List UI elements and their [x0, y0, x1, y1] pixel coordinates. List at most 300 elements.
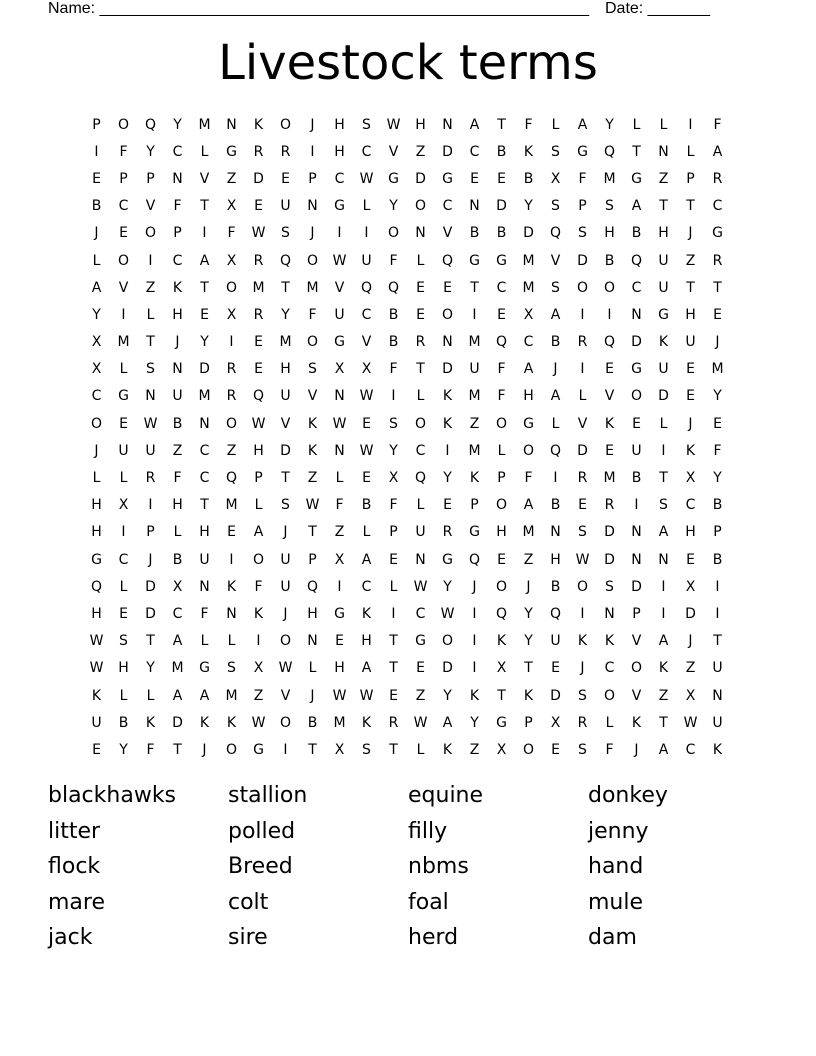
grid-letter: Z	[334, 524, 345, 541]
grid-letter: X	[685, 470, 696, 487]
grid-letter: A	[577, 116, 588, 133]
grid-letter: N	[172, 170, 183, 187]
grid-letter: M	[333, 714, 346, 731]
grid-letter: T	[524, 660, 533, 677]
grid-letter: H	[91, 524, 102, 541]
grid-letter: E	[605, 442, 614, 459]
grid-letter: K	[307, 442, 318, 459]
word-list-item: colt	[228, 889, 269, 915]
grid-letter: I	[472, 605, 477, 622]
grid-letter: N	[415, 225, 426, 242]
grid-letter: O	[441, 306, 454, 323]
grid-letter: A	[442, 714, 453, 731]
grid-letter: U	[469, 361, 480, 378]
grid-letter: P	[713, 524, 722, 541]
grid-letter: D	[631, 578, 642, 595]
grid-letter: K	[253, 116, 264, 133]
grid-letter: B	[496, 225, 507, 242]
grid-letter: J	[175, 334, 180, 351]
grid-letter: A	[658, 741, 669, 758]
grid-letter: G	[334, 198, 345, 215]
grid-letter: H	[334, 143, 345, 160]
grid-letter: G	[226, 143, 237, 160]
grid-letter: K	[199, 714, 210, 731]
grid-letter: S	[605, 198, 614, 215]
grid-letter: U	[550, 633, 561, 650]
grid-letter: O	[414, 415, 427, 432]
grid-letter: W	[359, 170, 374, 187]
grid-letter: H	[334, 116, 345, 133]
grid-letter: O	[630, 388, 643, 405]
grid-letter: M	[117, 334, 130, 351]
grid-letter: A	[253, 524, 264, 541]
grid-letter: W	[413, 578, 428, 595]
grid-letter: D	[199, 361, 210, 378]
grid-letter: U	[712, 714, 723, 731]
word-list-item: dam	[588, 925, 637, 951]
grid-letter: U	[118, 442, 129, 459]
grid-letter: H	[496, 524, 507, 541]
grid-letter: G	[658, 306, 669, 323]
grid-letter: H	[253, 442, 264, 459]
grid-letter: O	[495, 415, 508, 432]
grid-letter: V	[199, 170, 210, 187]
grid-letter: B	[118, 714, 129, 731]
grid-letter: X	[523, 306, 534, 323]
grid-letter: K	[469, 470, 480, 487]
grid-letter: E	[119, 415, 128, 432]
grid-letter: I	[229, 334, 234, 351]
grid-letter: Q	[306, 578, 319, 595]
grid-letter: M	[252, 279, 265, 296]
grid-letter: H	[334, 660, 345, 677]
grid-letter: K	[226, 578, 237, 595]
grid-letter: E	[551, 741, 560, 758]
grid-letter: L	[389, 578, 398, 595]
grid-letter: J	[283, 524, 288, 541]
grid-letter: E	[497, 306, 506, 323]
grid-letter: D	[442, 660, 453, 677]
grid-row	[83, 682, 731, 709]
grid-letter: O	[279, 116, 292, 133]
grid-letter: Y	[389, 198, 398, 215]
grid-letter: E	[254, 334, 263, 351]
grid-row	[83, 247, 731, 274]
grid-letter: J	[310, 687, 315, 704]
grid-letter: B	[712, 497, 723, 514]
grid-letter: D	[172, 714, 183, 731]
grid-letter: A	[631, 198, 642, 215]
page-title: Livestock terms	[218, 35, 598, 91]
grid-letter: L	[200, 143, 209, 160]
grid-letter: L	[686, 143, 695, 160]
grid-letter: C	[469, 143, 480, 160]
grid-letter: R	[712, 170, 723, 187]
grid-row	[83, 410, 731, 437]
grid-letter: H	[307, 605, 318, 622]
grid-letter: N	[199, 415, 210, 432]
grid-letter: G	[442, 170, 453, 187]
grid-letter: D	[577, 252, 588, 269]
grid-letter: G	[334, 334, 345, 351]
grid-letter: L	[551, 415, 560, 432]
grid-letter: L	[92, 470, 101, 487]
word-bank	[48, 778, 768, 956]
grid-letter: B	[388, 306, 399, 323]
grid-letter: A	[658, 633, 669, 650]
grid-letter: E	[362, 470, 371, 487]
grid-letter: J	[202, 741, 207, 758]
grid-letter: G	[388, 170, 399, 187]
grid-letter: K	[604, 415, 615, 432]
grid-letter: O	[306, 334, 319, 351]
grid-letter: D	[550, 687, 561, 704]
grid-letter: I	[472, 306, 477, 323]
grid-letter: L	[146, 306, 155, 323]
grid-letter: V	[118, 279, 129, 296]
grid-row	[83, 193, 731, 220]
grid-letter: W	[332, 252, 347, 269]
grid-letter: V	[280, 415, 291, 432]
grid-letter: P	[146, 524, 155, 541]
grid-letter: P	[254, 470, 263, 487]
grid-letter: N	[307, 633, 318, 650]
grid-letter: U	[685, 334, 696, 351]
grid-letter: R	[145, 470, 156, 487]
grid-letter: C	[523, 334, 534, 351]
grid-letter: X	[496, 741, 507, 758]
grid-letter: C	[496, 279, 507, 296]
grid-letter: C	[91, 388, 102, 405]
grid-letter: I	[661, 578, 666, 595]
grid-letter: S	[362, 116, 371, 133]
grid-letter: L	[200, 633, 209, 650]
grid-letter: Y	[200, 334, 209, 351]
grid-letter: F	[524, 470, 533, 487]
grid-row	[83, 573, 731, 600]
grid-letter: U	[658, 252, 669, 269]
grid-letter: C	[118, 551, 129, 568]
date-field-label: Date: _______	[604, 0, 710, 17]
grid-letter: O	[225, 279, 238, 296]
grid-letter: I	[283, 741, 288, 758]
grid-letter: A	[91, 279, 102, 296]
grid-letter: P	[92, 116, 101, 133]
grid-letter: P	[632, 605, 641, 622]
grid-letter: Q	[360, 279, 373, 296]
grid-letter: W	[89, 660, 104, 677]
grid-letter: W	[386, 116, 401, 133]
grid-letter: W	[332, 687, 347, 704]
grid-letter: E	[92, 741, 101, 758]
grid-row	[83, 655, 731, 682]
grid-letter: X	[388, 470, 399, 487]
grid-letter: C	[334, 170, 345, 187]
grid-row	[83, 709, 731, 736]
grid-letter: H	[361, 633, 372, 650]
grid-letter: V	[280, 687, 291, 704]
grid-letter: H	[658, 225, 669, 242]
grid-letter: P	[578, 198, 587, 215]
grid-letter: I	[445, 442, 450, 459]
grid-letter: H	[685, 524, 696, 541]
grid-letter: I	[148, 252, 153, 269]
grid-letter: N	[145, 388, 156, 405]
grid-letter: V	[361, 334, 372, 351]
grid-letter: Z	[172, 442, 183, 459]
grid-letter: I	[310, 143, 315, 160]
grid-letter: N	[415, 551, 426, 568]
grid-row	[83, 736, 731, 763]
grid-letter: G	[523, 415, 534, 432]
grid-letter: B	[523, 170, 534, 187]
grid-letter: E	[686, 361, 695, 378]
grid-letter: J	[688, 415, 693, 432]
grid-letter: L	[362, 198, 371, 215]
grid-letter: A	[712, 143, 723, 160]
grid-letter: O	[225, 741, 238, 758]
grid-row	[83, 220, 731, 247]
grid-letter: O	[279, 714, 292, 731]
grid-letter: M	[468, 334, 481, 351]
grid-letter: T	[200, 198, 209, 215]
grid-letter: T	[416, 361, 425, 378]
grid-letter: R	[415, 334, 426, 351]
grid-letter: T	[389, 633, 398, 650]
grid-letter: R	[280, 143, 291, 160]
grid-letter: L	[578, 388, 587, 405]
grid-letter: W	[143, 415, 158, 432]
grid-letter: K	[442, 415, 453, 432]
grid-letter: E	[200, 306, 209, 323]
word-list-item: blackhawks	[48, 783, 177, 808]
grid-row	[83, 437, 731, 464]
grid-letter: H	[523, 388, 534, 405]
grid-letter: E	[632, 415, 641, 432]
grid-letter: K	[658, 660, 669, 677]
grid-letter: G	[91, 551, 102, 568]
grid-letter: Q	[549, 605, 562, 622]
grid-letter: W	[332, 415, 347, 432]
grid-letter: E	[119, 605, 128, 622]
grid-letter: R	[604, 497, 615, 514]
grid-letter: K	[145, 714, 156, 731]
grid-letter: F	[713, 116, 722, 133]
grid-letter: I	[337, 225, 342, 242]
grid-letter: L	[173, 524, 182, 541]
grid-letter: K	[172, 279, 183, 296]
grid-letter: Q	[90, 578, 103, 595]
grid-letter: T	[308, 741, 317, 758]
grid-letter: U	[334, 306, 345, 323]
grid-letter: U	[145, 442, 156, 459]
grid-letter: I	[229, 551, 234, 568]
grid-letter: G	[496, 714, 507, 731]
grid-letter: O	[495, 578, 508, 595]
grid-letter: H	[280, 361, 291, 378]
grid-letter: T	[281, 470, 290, 487]
grid-letter: I	[553, 470, 558, 487]
grid-letter: F	[713, 442, 722, 459]
grid-letter: S	[578, 687, 587, 704]
grid-letter: A	[361, 660, 372, 677]
grid-letter: L	[659, 116, 668, 133]
grid-letter: C	[172, 143, 183, 160]
grid-letter: I	[364, 225, 369, 242]
grid-letter: R	[253, 252, 264, 269]
header	[48, 0, 710, 19]
grid-letter: V	[145, 198, 156, 215]
grid-letter: M	[603, 470, 616, 487]
grid-letter: R	[253, 306, 264, 323]
word-list-item: herd	[408, 925, 459, 951]
grid-letter: C	[631, 279, 642, 296]
grid-letter: V	[631, 687, 642, 704]
grid-letter: D	[685, 605, 696, 622]
grid-letter: L	[416, 497, 425, 514]
grid-letter: I	[580, 605, 585, 622]
word-list-item: filly	[408, 818, 448, 844]
grid-letter: E	[416, 279, 425, 296]
grid-letter: J	[283, 605, 288, 622]
grid-letter: Q	[279, 252, 292, 269]
grid-letter: P	[308, 551, 317, 568]
name-field-label: Name: _______________________________________________________	[48, 0, 589, 17]
grid-letter: O	[279, 633, 292, 650]
grid-letter: D	[604, 551, 615, 568]
grid-letter: Y	[119, 741, 128, 758]
grid-letter: D	[145, 605, 156, 622]
grid-letter: K	[442, 741, 453, 758]
grid-letter: J	[580, 660, 585, 677]
grid-letter: I	[661, 442, 666, 459]
grid-letter: Z	[145, 279, 156, 296]
word-list-item: Breed	[228, 854, 293, 880]
grid-letter: O	[387, 225, 400, 242]
grid-letter: O	[90, 415, 103, 432]
grid-letter: W	[359, 388, 374, 405]
grid-letter: F	[578, 170, 587, 187]
grid-letter: T	[659, 714, 668, 731]
grid-letter: A	[550, 388, 561, 405]
grid-letter: U	[712, 660, 723, 677]
grid-letter: Z	[307, 470, 318, 487]
grid-letter: N	[712, 687, 723, 704]
grid-letter: Z	[226, 170, 237, 187]
grid-letter: O	[522, 442, 535, 459]
grid-letter: F	[605, 741, 614, 758]
grid-letter: G	[469, 252, 480, 269]
grid-letter: U	[658, 361, 669, 378]
grid-letter: C	[172, 252, 183, 269]
grid-letter: G	[577, 143, 588, 160]
grid-letter: G	[118, 388, 129, 405]
grid-letter: N	[334, 442, 345, 459]
grid-letter: X	[226, 252, 237, 269]
grid-letter: G	[496, 252, 507, 269]
grid-row	[83, 600, 731, 627]
grid-letter: M	[225, 687, 238, 704]
grid-letter: F	[146, 741, 155, 758]
grid-row	[83, 356, 731, 383]
grid-letter: U	[280, 578, 291, 595]
grid-letter: J	[688, 225, 693, 242]
grid-letter: Y	[524, 633, 533, 650]
grid-letter: S	[119, 633, 128, 650]
grid-letter: E	[551, 660, 560, 677]
grid-letter: A	[523, 361, 534, 378]
grid-letter: G	[415, 633, 426, 650]
grid-letter: D	[577, 442, 588, 459]
grid-letter: Y	[173, 116, 182, 133]
grid-letter: T	[173, 741, 182, 758]
grid-letter: W	[251, 714, 266, 731]
grid-letter: L	[119, 687, 128, 704]
grid-letter: J	[310, 116, 315, 133]
grid-letter: L	[659, 415, 668, 432]
word-list-item: hand	[588, 854, 644, 880]
grid-letter: T	[632, 143, 641, 160]
grid-letter: H	[172, 497, 183, 514]
grid-letter: L	[497, 442, 506, 459]
grid-letter: Y	[713, 388, 722, 405]
grid-letter: W	[575, 551, 590, 568]
grid-letter: B	[172, 415, 183, 432]
grid-row	[83, 464, 731, 491]
grid-letter: M	[603, 170, 616, 187]
grid-letter: Q	[549, 225, 562, 242]
grid-letter: L	[119, 470, 128, 487]
grid-letter: E	[605, 361, 614, 378]
grid-letter: A	[469, 116, 480, 133]
grid-letter: N	[631, 551, 642, 568]
grid-letter: Y	[146, 143, 155, 160]
grid-letter: P	[524, 714, 533, 731]
grid-letter: B	[631, 470, 642, 487]
word-list-item: stallion	[228, 783, 308, 808]
grid-letter: X	[496, 660, 507, 677]
grid-letter: D	[442, 361, 453, 378]
grid-letter: W	[251, 225, 266, 242]
grid-letter: P	[686, 170, 695, 187]
grid-letter: K	[442, 388, 453, 405]
grid-letter: N	[631, 524, 642, 541]
grid-letter: I	[391, 605, 396, 622]
grid-letter: D	[496, 198, 507, 215]
grid-letter: Z	[253, 687, 264, 704]
grid-letter: L	[551, 116, 560, 133]
grid-letter: O	[576, 279, 589, 296]
grid-letter: V	[577, 415, 588, 432]
grid-letter: N	[226, 116, 237, 133]
grid-letter: T	[200, 279, 209, 296]
word-list-item: jenny	[588, 818, 649, 844]
grid-letter: Z	[415, 143, 426, 160]
grid-row	[83, 301, 731, 328]
grid-letter: A	[199, 252, 210, 269]
grid-letter: C	[199, 470, 210, 487]
grid-letter: P	[146, 170, 155, 187]
grid-letter: I	[94, 143, 99, 160]
grid-letter: I	[580, 361, 585, 378]
word-list-item: polled	[228, 818, 296, 844]
grid-letter: H	[91, 605, 102, 622]
grid-letter: T	[659, 198, 668, 215]
grid-letter: H	[199, 524, 210, 541]
grid-letter: P	[173, 225, 182, 242]
grid-letter: S	[659, 497, 668, 514]
grid-letter: L	[254, 497, 263, 514]
